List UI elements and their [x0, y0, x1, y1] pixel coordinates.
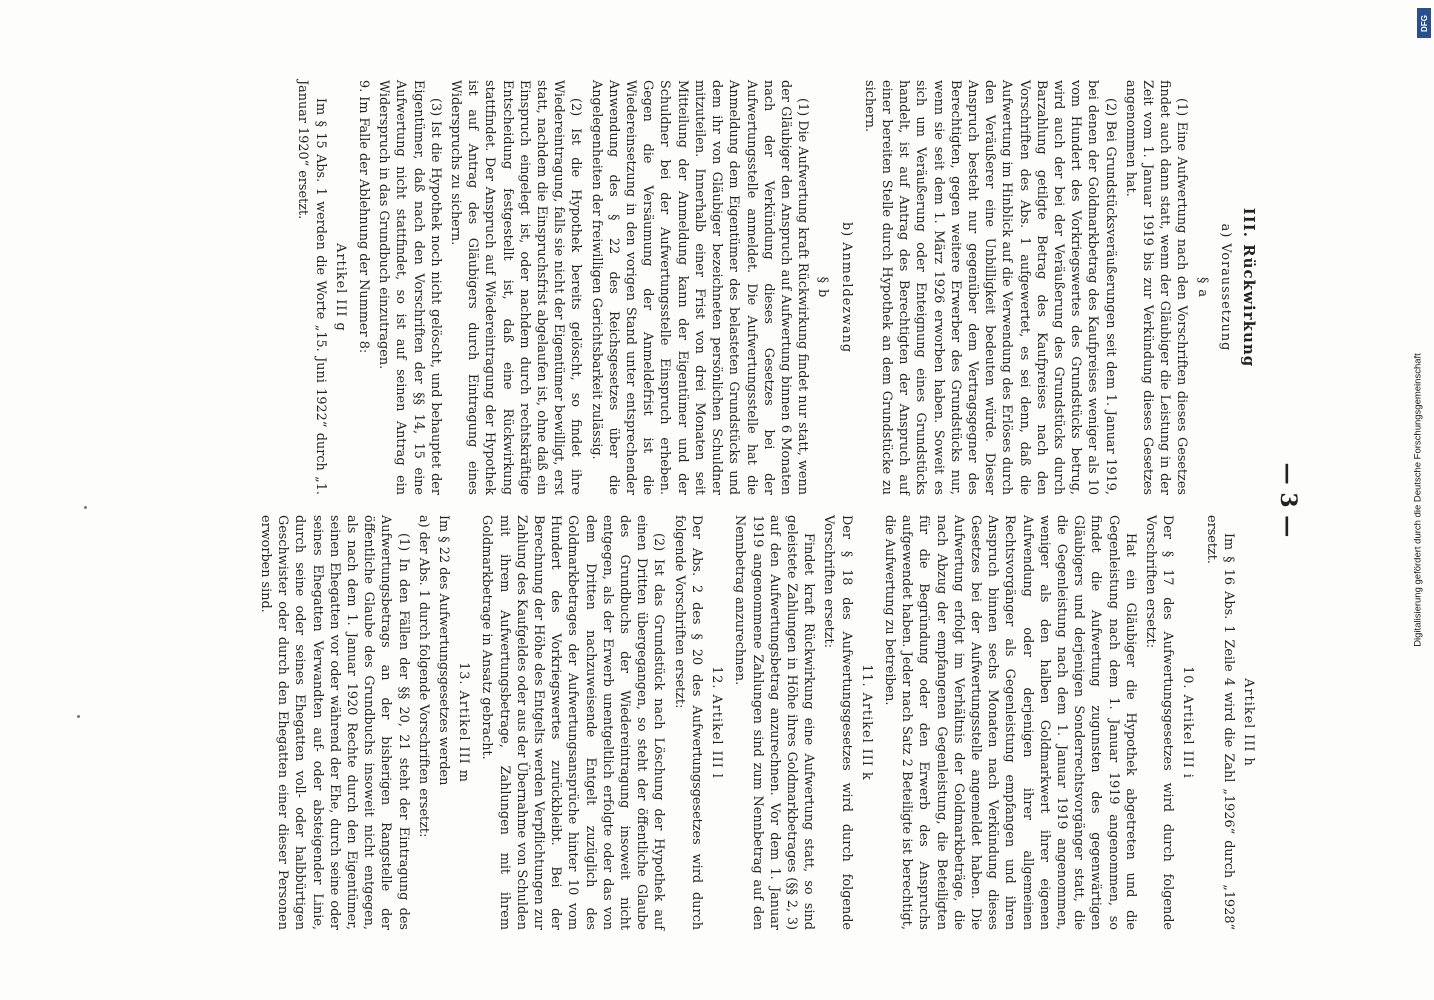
digitization-credit: Digitalisierung gefördert durch die Deutsche Forschungsgemeinschaft [1412, 353, 1424, 647]
digitization-credit-strip [1405, 10, 1431, 990]
paragraph-symbol-a: § a [1194, 276, 1210, 299]
article-m-text: (1) In den Fällen der §§ 20, 21 steht der Eintragung des Aufwertungsbetrags an der bisherigen Rangstelle der öffentliche Glaube des Grundbuchs insoweit nicht entgegen, als nach dem 1. Januar 1920 Rechte durch den Eigentümer, seinen Ehegatten vor oder während der Ehe, durch seine oder seines Ehegatten Verwandten auf- oder absteigender Linie, durch seine oder seines Ehegatten voll- oder halbbürtigen Geschwister oder durch den Ehegatten einer dieser Personen erworben sind. [258, 515, 411, 930]
article-g-title: Artikel III g [332, 243, 348, 332]
item-12: 12. Artikel III l [709, 666, 725, 779]
item-10: 10. Artikel III i [1180, 666, 1196, 779]
article-i-intro: Der § 17 des Aufwertungsgesetzes wird durch folgende Vorschriften ersetzt: [1142, 515, 1176, 930]
section-title: III. Rückwirkung [1240, 207, 1258, 368]
scan-speck [84, 506, 87, 509]
right-column [254, 515, 1263, 930]
paragraph-b1: (1) Die Aufwertung kraft Rückwirkung findet nur statt, wenn der Gläubiger den Anspruch auf Aufwertung binnen 6 Monaten nach der Verkündung dieses Gesetzes bei der Aufwertungsstelle anmeldet. Die Aufwertungsstelle hat die Anmeldung dem Eigentümer des belasteten Grundstücks und dem ihr von Gläubiger bezeichneten persönlichen Schuldner mitzuteilen. Innerhalb einer Frist von drei Monaten seit Mitteilung der Anmeldung kann der Eigentümer und der Schuldner bei der Aufwertungsstelle Einspruch erheben. Gegen die Versäumung der Anmeldefrist ist die Wiedereinsetzung in den vorigen Stand unter entsprechender Anwendung des § 22 des Reichsgesetzes über die Angelegenheiten der freiwilligen Gerichtsbarkeit zulässig. [588, 80, 811, 495]
article-i-text: Hat ein Gläubiger die Hypothek abgetreten und die Gegenleistung nach dem 1. Januar 1919 angenommen, so findet die Aufwertung zugunsten des gegenwärtigen Gläubigers und derjenigen Sonderrechtsvorgänger statt, die die Gegenleistung nach dem 1. Januar 1919 angenommen, weniger als den halben Goldmarkwert ihrer eigenen Aufwendung oder derjenigen ihrer allgemeinen Rechtsvorgänger als Gegenleistung empfangen und ihren Anspruch binnen sechs Monaten nach Verkündung dieses Gesetzes bei der Aufwertungsstelle angemeldet haben. Die Aufwertung erfolgt im Verhältnis der Goldmarkbeträge, die nach Abzug der empfangenen Gegenleistung, die Beteiligten für die Begründung oder den Erwerb des Anspruchs aufgewendet haben. Jeder nach Satz 2 Beteiligte ist berechtigt, die Aufwertung zu betreiben. [881, 515, 1138, 930]
article-k-intro: Der § 18 des Aufwertungsgesetzes wird durch folgende Vorschriften ersetzt: [821, 515, 854, 930]
dfg-logo-text: DFG [1419, 14, 1429, 32]
left-column [291, 80, 1263, 495]
item-13: 13. Artikel III m [456, 662, 472, 783]
rotated-document-body [97, 60, 1337, 940]
article-l-text: (2) Ist das Grundstück nach Löschung der Hypothek auf einen Dritten übergegangen, so steht der öffentliche Glaube des Grundbuchs der Wiedereintragung insoweit nicht entgegen, als der Erwerb unentgeltlich erfolgte oder das von dem Dritten nachzuweisende Entgelt zuzüglich des Goldmarkbetrages der Aufwertungsansprüche hinter 10 vom Hundert des Vorkriegswertes zurückbleibt. Bei der Berechnung der Höhe des Entgelts werden Verpflichtungen zur Zahlung des Kaufgeldes oder aus der Übernahme von Schulden mit ihrem Aufwertungsbetrage, Zahlungen mit ihrem Goldmarkbetrage in Ansatz gebracht. [479, 515, 667, 930]
article-l-intro: Der Abs. 2 des § 20 des Aufwertungsgesetzes wird durch folgende Vorschriften ersetzt: [671, 515, 704, 930]
paragraph-a2: (2) Bei Grundstücksveräußerungen seit dem 1. Januar 1919, bei denen der Goldmarkbetrag des Kaufpreises weniger als 10 vom Hundert des Vorkriegswertes des Grundstücks betrug, wird auch der bei der Veräußerung des Grundstücks durch Barzahlung getilgte Betrag des Kaufpreises nach den Vorschriften des Abs. 1 aufgewertet, es sei denn, daß die Aufwertung im Hinblick auf die Verwendung des Erlöses durch den Veräußerer eine Unbilligkeit bedeuten würde. Dieser Anspruch besteht nur gegenüber dem Vertragsgegner des Berechtigten, gegen weitere Erwerber des Grundstücks nur, wenn sie seit dem 1. März 1926 erworben haben. Soweit es sich um Veräußerung oder Enteignung eines Grundstücks handelt, ist auf Antrag des Berechtigten der Anspruch auf einer bereiten Stelle durch Hypothek an dem Grundstücke zu sichern. [861, 80, 1118, 495]
paragraph-b3: (3) Ist die Hypothek noch nicht gelöscht, und behauptet der Eigentümer, daß nach den Vorschriften der §§ 14, 15 eine Aufwertung nicht stattfindet, so ist auf seinen Antrag ein Widerspruch in das Grundbuch einzutragen. [376, 80, 443, 495]
subsection-a-heading: a) Voraussetzung [1217, 223, 1233, 352]
paragraph-b2: (2) Ist die Hypothek bereits gelöscht, so findet ihre Wiedereintragung, falls sie nicht der Eigentümer bewilligt, erst statt, nachdem die Einspruchsfrist abgelaufen ist, ohne daß ein Einspruch eingelegt ist, oder nachdem durch rechtskräftige Entscheidung festgestellt ist, daß eine Rückwirkung stattfindet. Der Anspruch auf Wiedereintragung der Hypothek ist auf Antrag des Gläubigers durch Eintragung eines Widerspruchs zu sichern. [448, 80, 584, 495]
item-11: 11. Artikel III k [858, 664, 874, 781]
article-h-title: Artikel III h [1241, 678, 1256, 767]
paragraph-a1: (1) Eine Aufwertung nach den Vorschriften dieses Gesetzes findet auch dann statt, wenn der Gläubiger die Leistung in der Zeit vom 1. Januar 1919 bis zur Verkündung dieses Gesetzes angenommen hat. [1122, 80, 1190, 495]
scan-speck [77, 715, 80, 718]
article-g-text: Im § 15 Abs. 1 werden die Worte „15. Juni 1922“ durch „1. Januar 1920“ ersetzt. [295, 80, 328, 495]
article-m-intro: Im § 22 des Aufwertungsgesetzes werden [436, 515, 452, 786]
article-h-text: Im § 16 Abs. 1 Zeile 4 wird die Zahl „1926“ durch „1928“ ersetzt. [1203, 515, 1236, 930]
item-9: 9. Im Falle der Ablehnung der Nummer 8: [356, 80, 372, 354]
article-k-text: Findet kraft Rückwirkung eine Aufwertung statt, so sind geleistete Zahlungen in Höhe ihres Goldmarkbetrages (§§ 2, 3) auf den Aufwertungsbetrag anzurechnen. Vor dem 1. Januar 1919 angenommene Zahlungen sind zum Nennbetrag auf den Nennbetrag anzurechnen. [732, 515, 817, 930]
subsection-b-heading: b) Anmeldezwang [838, 221, 854, 354]
paragraph-symbol-b: § b [815, 276, 831, 299]
page-number: — 3 — [1275, 462, 1301, 538]
article-m-a: a) der Abs. 1 durch folgende Vorschriften ersetzt: [415, 515, 431, 838]
